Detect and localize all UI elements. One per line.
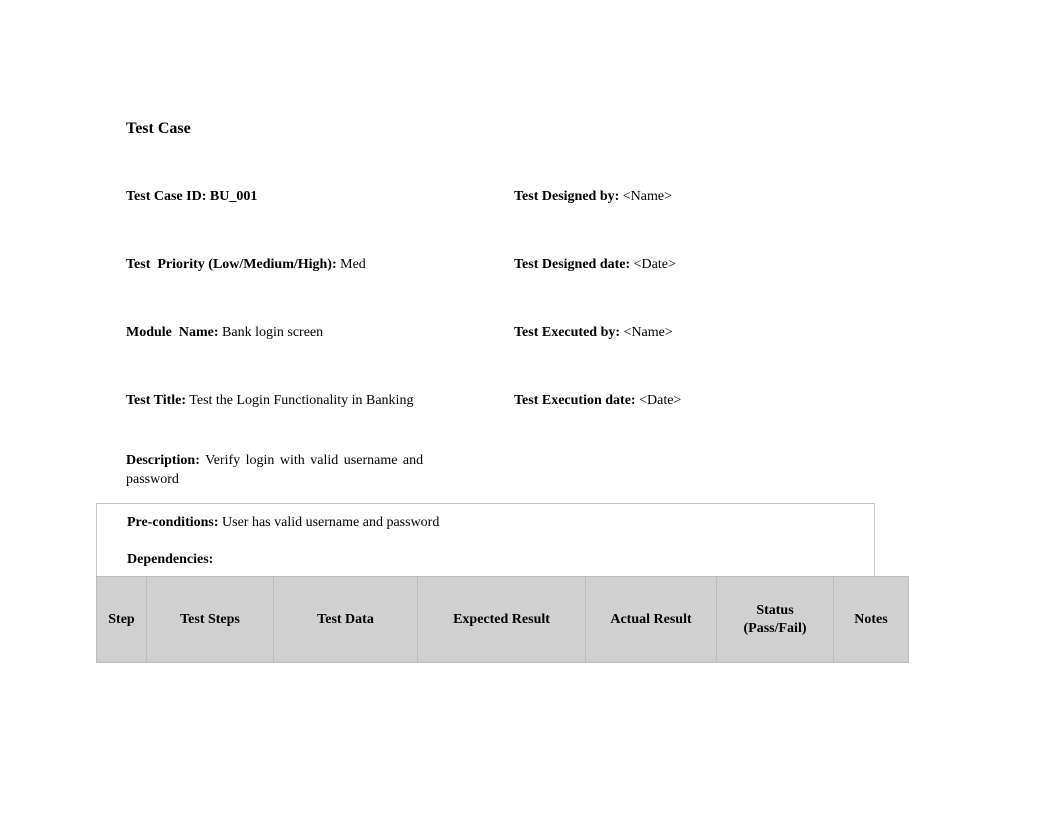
dependencies-field bbox=[127, 550, 213, 569]
header-status-line2: (Pass/Fail) bbox=[743, 620, 807, 636]
document-title: Test Case bbox=[126, 120, 191, 137]
test-designed-date-value: <Date> bbox=[630, 257, 676, 272]
test-title-field bbox=[126, 391, 413, 410]
module-name-value: Bank login screen bbox=[218, 325, 324, 340]
test-case-id-label: Test Case ID: BU_001 bbox=[126, 189, 258, 204]
test-priority-field bbox=[126, 255, 366, 274]
test-priority-label: Test Priority (Low/Medium/High): bbox=[126, 257, 337, 272]
preconditions-box bbox=[96, 503, 875, 576]
test-executed-by-value: <Name> bbox=[620, 325, 673, 340]
header-expected-result: Expected Result bbox=[418, 577, 586, 663]
test-title-label: Test Title: bbox=[126, 393, 187, 408]
header-test-steps: Test Steps bbox=[147, 577, 274, 663]
description-field bbox=[126, 451, 446, 489]
test-execution-date-value: <Date> bbox=[635, 393, 682, 408]
table-header-row bbox=[97, 577, 909, 663]
header-test-data: Test Data bbox=[274, 577, 418, 663]
test-steps-table bbox=[96, 576, 909, 663]
test-priority-value: Med bbox=[336, 257, 366, 272]
description-value: Verify login with valid username and password bbox=[126, 453, 424, 487]
header-notes: Notes bbox=[834, 577, 909, 663]
header-actual-result: Actual Result bbox=[586, 577, 717, 663]
test-case-id-field bbox=[126, 187, 257, 206]
description-label: Description: bbox=[126, 453, 200, 468]
test-designed-date-field bbox=[514, 255, 676, 274]
test-designed-by-label: Test Designed by: bbox=[514, 189, 620, 204]
preconditions-field bbox=[127, 513, 439, 532]
test-executed-by-label: Test Executed by: bbox=[514, 325, 621, 340]
preconditions-label: Pre-conditions: bbox=[127, 515, 219, 530]
header-status-line1: Status bbox=[756, 602, 794, 618]
module-name-field bbox=[126, 323, 323, 342]
test-designed-date-label: Test Designed date: bbox=[514, 257, 631, 272]
preconditions-value: User has valid username and password bbox=[218, 515, 440, 530]
test-executed-by-field bbox=[514, 323, 673, 342]
header-status bbox=[717, 577, 834, 663]
header-step: Step bbox=[97, 577, 147, 663]
test-execution-date-field bbox=[514, 391, 681, 410]
test-title-value: Test the Login Functionality in Banking bbox=[186, 393, 414, 408]
test-designed-by-field bbox=[514, 187, 672, 206]
test-designed-by-value: <Name> bbox=[619, 189, 672, 204]
test-execution-date-label: Test Execution date: bbox=[514, 393, 636, 408]
dependencies-label: Dependencies: bbox=[127, 552, 214, 567]
module-name-label: Module Name: bbox=[126, 325, 219, 340]
